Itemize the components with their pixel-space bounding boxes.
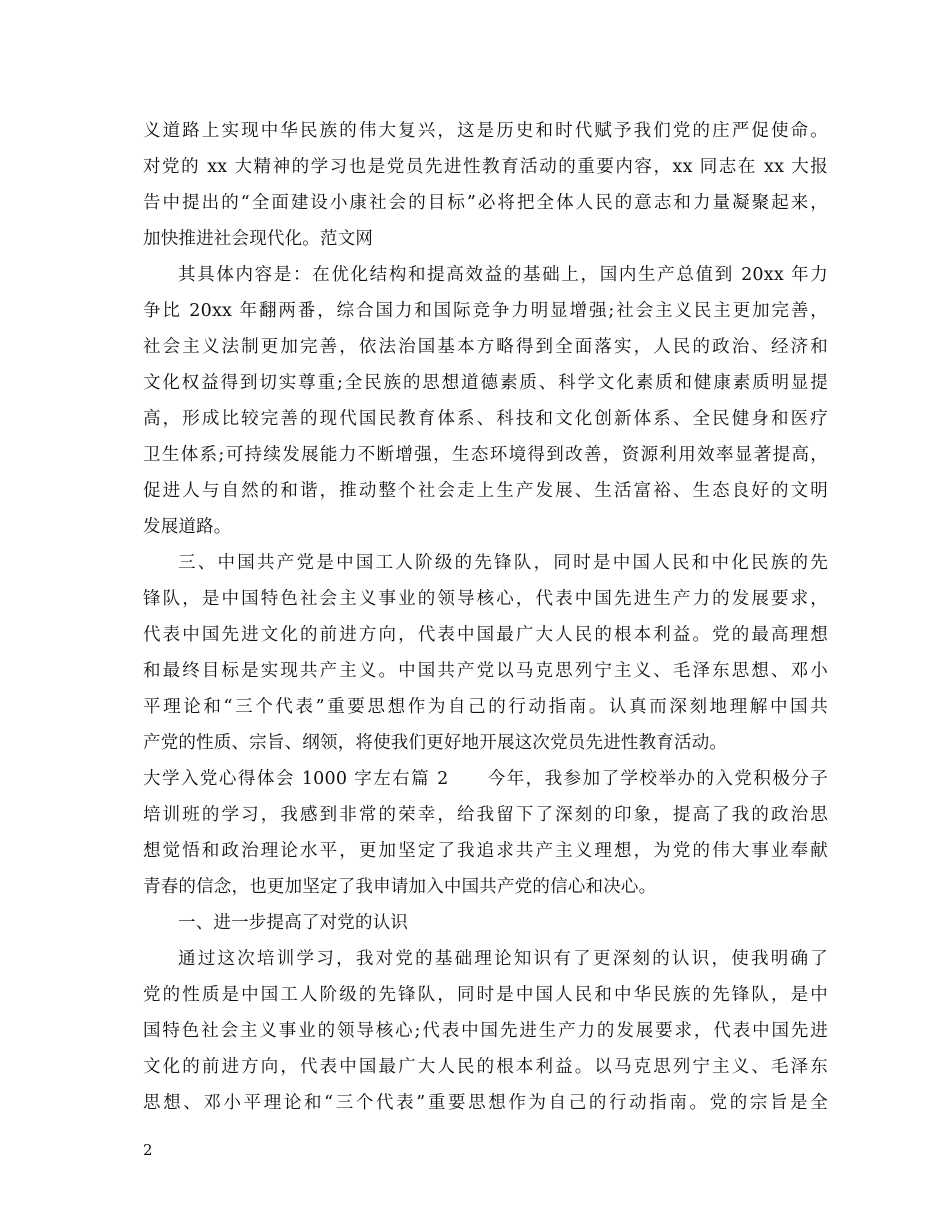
text-line: 文化的前进方向，代表中国最广大人民的根本利益。以马克思列宁主义、毛泽东 [143,1057,828,1077]
text-line: 告中提出的“全面建设小康社会的目标”必将把全体人民的意志和力量凝聚起来， [143,193,828,213]
text-line: 发展道路。 [143,517,232,537]
text-line: 党的性质是中国工人阶级的先锋队，同时是中国人民和中华民族的先锋队，是中 [143,985,828,1005]
document-body [143,113,828,1121]
text-line: 争比 20xx 年翻两番，综合国力和国际竞争力明显增强;社会主义民主更加完善， [143,301,828,321]
text-line: 卫生体系;可持续发展能力不断增强，生态环境得到改善，资源利用效率显著提高， [143,445,828,465]
text-line: 思想、邓小平理论和“三个代表”重要思想作为自己的行动指南。党的宗旨是全 [143,1093,828,1113]
text-line: 一、进一步提高了对党的认识 [178,913,409,933]
text-line: 加快推进社会现代化。范文网 [143,229,374,249]
text-line: 和最终目标是实现共产主义。中国共产党以马克思列宁主义、毛泽东思想、邓小 [143,661,828,681]
text-line: 国特色社会主义事业的领导核心;代表中国先进生产力的发展要求，代表中国先进 [143,1021,828,1041]
text-line: 文化权益得到切实尊重;全民族的思想道德素质、科学文化素质和健康素质明显提 [143,373,828,393]
text-line: 大学入党心得体会 1000 字左右篇 2 今年，我参加了学校举办的入党积极分子 [143,769,828,789]
text-line: 三、中国共产党是中国工人阶级的先锋队，同时是中国人民和中化民族的先 [178,553,828,573]
text-line: 培训班的学习，我感到非常的荣幸，给我留下了深刻的印象，提高了我的政治思 [143,805,828,825]
text-line: 平理论和“三个代表”重要思想作为自己的行动指南。认真而深刻地理解中国共 [143,697,828,717]
text-line: 产党的性质、宗旨、纲领，将使我们更好地开展这次党员先进性教育活动。 [143,733,728,753]
text-line: 促进人与自然的和谐，推动整个社会走上生产发展、生活富裕、生态良好的文明 [143,481,828,501]
text-line: 高，形成比较完善的现代国民教育体系、科技和文化创新体系、全民健身和医疗 [143,409,828,429]
text-line: 锋队，是中国特色社会主义事业的领导核心，代表中国先进生产力的发展要求， [143,589,828,609]
text-line: 通过这次培训学习，我对党的基础理论知识有了更深刻的认识，使我明确了 [178,949,828,969]
page-number: 2 [143,1141,153,1159]
text-line: 代表中国先进文化的前进方向，代表中国最广大人民的根本利益。党的最高理想 [143,625,828,645]
text-line: 义道路上实现中华民族的伟大复兴，这是历史和时代赋予我们党的庄严促使命。 [143,121,828,141]
text-line: 青春的信念，也更加坚定了我申请加入中国共产党的信心和决心。 [143,877,657,897]
text-line: 对党的 xx 大精神的学习也是党员先进性教育活动的重要内容，xx 同志在 xx 大报 [143,157,828,177]
text-line: 社会主义法制更加完善，依法治国基本方略得到全面落实，人民的政治、经济和 [143,337,828,357]
text-line: 想觉悟和政治理论水平，更加坚定了我追求共产主义理想，为党的伟大事业奉献 [143,841,828,861]
text-line: 其具体内容是：在优化结构和提高效益的基础上，国内生产总值到 20xx 年力 [178,265,828,285]
